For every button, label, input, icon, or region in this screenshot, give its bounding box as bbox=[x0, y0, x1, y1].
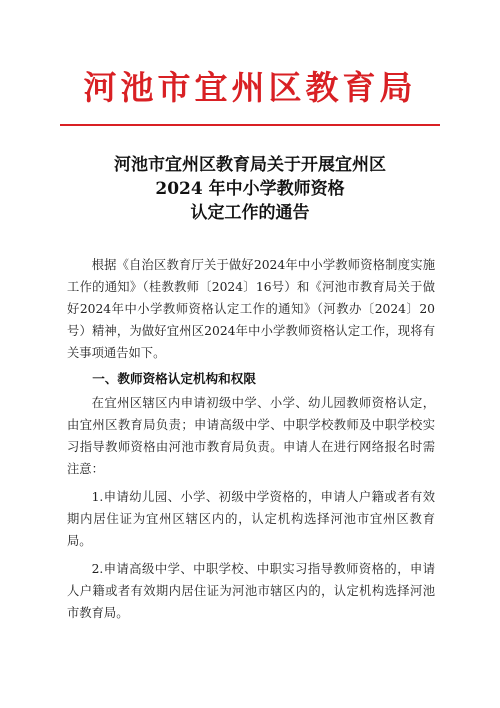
title-line-3: 认定工作的通告 bbox=[190, 203, 310, 223]
section-1-paragraph: 在宜州区辖区内申请初级中学、小学、幼儿园教师资格认定，由宜州区教育局负责；申请高级中学、中职学校教师及中职学校实习指导教师资格由河池市教育局负责。申请人在进行网络报名时需注意： bbox=[67, 396, 435, 476]
section-1-heading: 一、教师资格认定机构和权限 bbox=[92, 371, 256, 386]
title-line-1: 河池市宜州区教育局关于开展宜州区 bbox=[114, 155, 386, 175]
list-item-2: 2.申请高级中学、中职学校、中职实习指导教师资格的，申请人户籍或者有效期内居住证为河池市辖区内的，认定机构选择河池市教育局。 bbox=[67, 562, 435, 620]
organization-header: 河池市宜州区教育局 bbox=[83, 68, 417, 107]
header-divider bbox=[60, 124, 440, 126]
document-title bbox=[60, 153, 440, 225]
title-line-2: 2024 年中小学教师资格 bbox=[155, 179, 345, 199]
intro-block bbox=[67, 254, 435, 624]
list-item-1: 1.申请幼儿园、小学、初级中学资格的，申请人户籍或者有效期内居住证为宜州区辖区内的，认定机构选择河池市宜州区教育局。 bbox=[67, 490, 435, 548]
intro-paragraph: 根据《自治区教育厅关于做好2024年中小学教师资格制度实施工作的通知》（桂教教师〔2024〕16号）和《河池市教育局关于做好2024年中小学教师资格认定工作的通知》（河教办〔2024〕20号）精神，为做好宜州区2024年中小学教师资格认定工作，现将有关事项通告如下。 bbox=[67, 258, 435, 360]
